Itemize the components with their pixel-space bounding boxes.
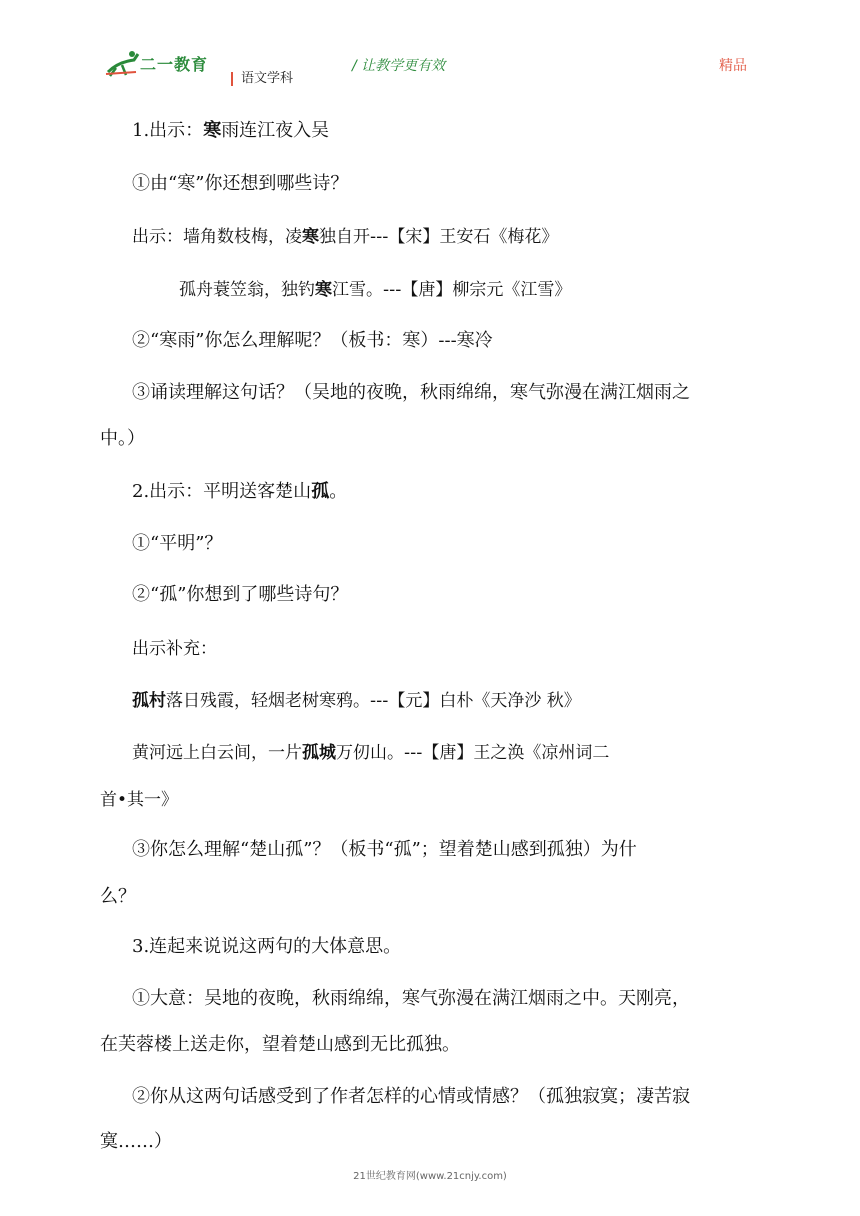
text-line: 黄河远上白云间，一片孤城万仞山。---【唐】王之涣《凉州词二 xyxy=(132,743,610,763)
logo-text: 二一教育 xyxy=(140,55,209,74)
runner-icon xyxy=(104,48,144,78)
text-line: 孤村落日残霞，轻烟老树寒鸦。---【元】白朴《天净沙 秋》 xyxy=(132,691,581,711)
page-footer: 21世纪教育网(www.21cnjy.com) xyxy=(353,1171,507,1182)
text-line: 1.出示：寒雨连江夜入吴 xyxy=(132,120,330,141)
text-line: ①由“寒”你还想到哪些诗？ xyxy=(132,173,349,194)
text-line: 中。） xyxy=(100,428,145,449)
text-line: 出示：墙角数枝梅，凌寒独自开---【宋】王安石《梅花》 xyxy=(132,227,559,247)
subject-label: 语文学科 xyxy=(231,72,293,86)
text-line: ①“平明”？ xyxy=(132,533,223,554)
text-line: 寞……） xyxy=(100,1131,172,1152)
text-line: ②“寒雨”你怎么理解呢？（板书：寒）---寒冷 xyxy=(132,330,493,351)
text-line: ③诵读理解这句话？（吴地的夜晚，秋雨绵绵，寒气弥漫在满江烟雨之 xyxy=(132,382,690,403)
slogan: / 让教学更有效 xyxy=(352,58,446,74)
text-line: ①大意：吴地的夜晚，秋雨绵绵，寒气弥漫在满江烟雨之中。天刚亮， xyxy=(132,988,690,1009)
text-line: 么？ xyxy=(100,886,136,907)
text-line: ②“孤”你想到了哪些诗句？ xyxy=(132,584,349,605)
page-header xyxy=(0,0,860,100)
text-line: 2.出示：平明送客楚山孤。 xyxy=(132,481,348,502)
quality-badge: 精品 xyxy=(719,58,747,74)
text-line: 首•其一》 xyxy=(100,790,179,810)
text-line: 在芙蓉楼上送走你，望着楚山感到无比孤独。 xyxy=(100,1034,460,1055)
text-line: 3.连起来说说这两句的大体意思。 xyxy=(132,936,402,957)
text-line: 孤舟蓑笠翁，独钓寒江雪。---【唐】柳宗元《江雪》 xyxy=(179,280,572,300)
text-line: ②你从这两句话感受到了作者怎样的心情或情感？（孤独寂寞；凄苦寂 xyxy=(132,1086,690,1107)
text-line: 出示补充： xyxy=(132,639,217,659)
brand-logo xyxy=(104,48,234,82)
text-line: ③你怎么理解“楚山孤”？（板书“孤”；望着楚山感到孤独）为什 xyxy=(132,839,637,860)
